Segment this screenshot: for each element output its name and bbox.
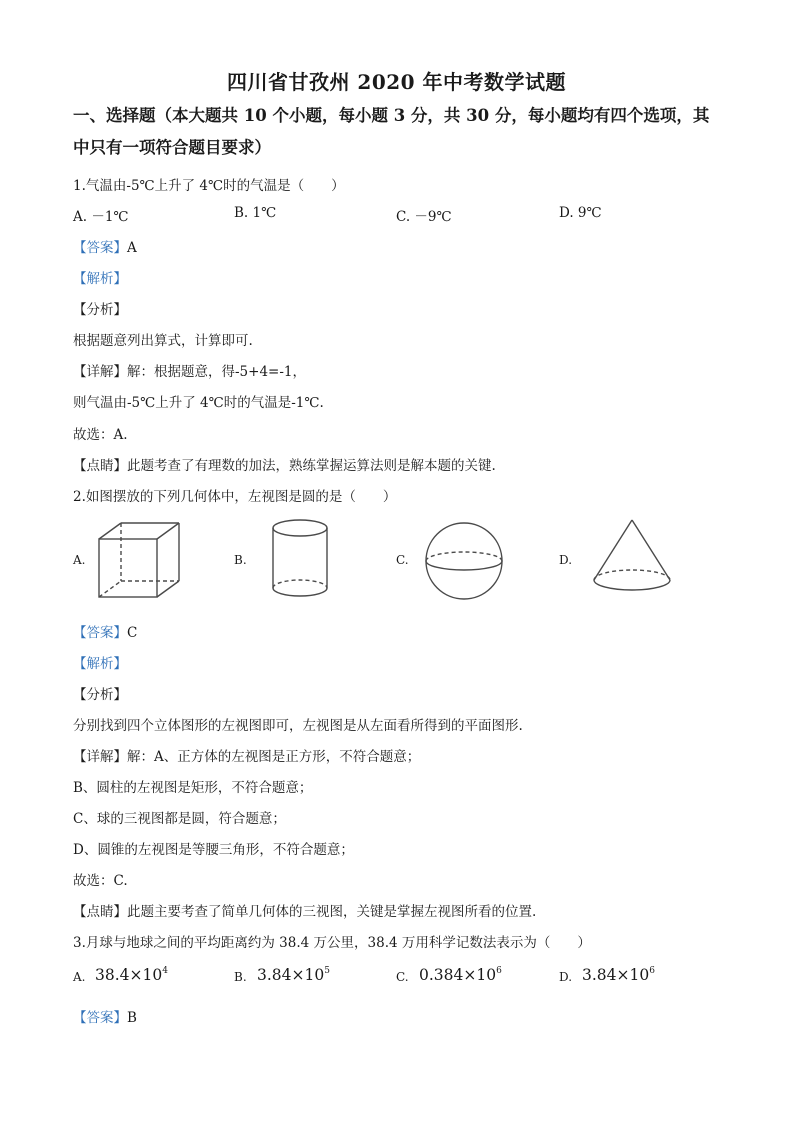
answer-value: A [127, 240, 137, 256]
option-exponent: 6 [649, 966, 655, 976]
q3-label-c: C. [396, 970, 409, 984]
q1-option-b: B. 1℃ [234, 205, 277, 221]
q2-fenxi-tag: 【分析】 [73, 687, 127, 703]
q2-label-b: B. [234, 553, 247, 567]
q3-option-b [257, 966, 330, 984]
option-base: 38.4×10 [95, 966, 163, 984]
answer-value: C [127, 625, 138, 641]
section-heading: 一、选择题（本大题共 10 个小题，每小题 3 分，共 30 分，每小题均有四个选项，其中只有一项符合题目要求） [73, 106, 710, 157]
q3-stem: 3.月球与地球之间的平均距离约为 38.4 万公里，38.4 万用科学记数法表示为（ ） [73, 935, 591, 951]
q2-jiexi-tag: 【解析】 [73, 656, 127, 672]
answer-tag: 【答案】 [73, 1010, 127, 1026]
option-base: 3.84×10 [257, 966, 325, 984]
dianjing-text: 此题主要考查了简单几何体的三视图，关键是掌握左视图所看的位置. [127, 904, 537, 920]
q1-option-d: D. 9℃ [559, 205, 602, 221]
q1-stem: 1.气温由-5℃上升了 4℃时的气温是（ ） [73, 178, 345, 194]
q3-option-d [582, 966, 655, 984]
q1-choose: 故选：A. [73, 427, 128, 443]
q1-fenxi-tag: 【分析】 [73, 302, 127, 318]
q2-stem: 2.如图摆放的下列几何体中，左视图是圆的是（ ） [73, 489, 397, 505]
q2-answer [73, 621, 137, 641]
cone-figure [591, 518, 673, 598]
q3-answer [73, 1006, 137, 1026]
option-base: 0.384×10 [419, 966, 497, 984]
q3-option-a [95, 966, 168, 984]
answer-tag: 【答案】 [73, 240, 127, 256]
q2-fenxi: 分别找到四个立体图形的左视图即可，左视图是从左面看所得到的平面图形. [73, 718, 523, 734]
q2-choose: 故选：C. [73, 873, 128, 889]
option-exponent: 5 [324, 966, 330, 976]
sphere-figure [424, 522, 504, 602]
dianjing-tag: 【点睛】 [73, 458, 127, 474]
q2-label-d: D. [559, 553, 573, 567]
page-title: 四川省甘孜州 2020 年中考数学试题 [226, 70, 567, 94]
q3-option-c [419, 966, 502, 984]
q1-fenxi: 根据题意列出算式，计算即可. [73, 333, 253, 349]
q2-line-c: C、球的三视图都是圆，符合题意； [73, 811, 286, 827]
q2-line-b: B、圆柱的左视图是矩形，不符合题意； [73, 780, 313, 796]
q2-label-c: C. [396, 553, 409, 567]
cylinder-figure [270, 518, 330, 600]
q2-label-a: A. [73, 553, 86, 567]
answer-value: B [127, 1010, 137, 1026]
q2-dianjing [73, 900, 536, 920]
option-exponent: 4 [162, 966, 168, 976]
detail-text: 解：根据题意，得-5+4=-1， [127, 364, 307, 380]
dianjing-text: 此题考查了有理数的加法，熟练掌握运算法则是解本题的关键. [127, 458, 496, 474]
answer-tag: 【答案】 [73, 625, 127, 641]
cube-figure [97, 521, 183, 601]
q1-answer [73, 236, 137, 256]
q1-detail2: 则气温由-5℃上升了 4℃时的气温是-1℃. [73, 395, 324, 411]
detail-tag: 【详解】 [73, 749, 127, 765]
q1-dianjing [73, 454, 496, 474]
detail-text: 解：A、正方体的左视图是正方形，不符合题意； [127, 749, 421, 765]
option-base: 3.84×10 [582, 966, 650, 984]
q1-jiexi-tag: 【解析】 [73, 271, 127, 287]
q1-option-c: C. －9℃ [396, 209, 452, 225]
q3-label-a: A. [73, 970, 86, 984]
q1-detail [73, 360, 306, 380]
q2-line-d: D、圆锥的左视图是等腰三角形，不符合题意； [73, 842, 354, 858]
q1-option-a: A. －1℃ [73, 209, 129, 225]
q3-label-d: D. [559, 970, 573, 984]
dianjing-tag: 【点睛】 [73, 904, 127, 920]
detail-tag: 【详解】 [73, 364, 127, 380]
q3-label-b: B. [234, 970, 247, 984]
q2-detail [73, 745, 420, 765]
option-exponent: 6 [496, 966, 502, 976]
